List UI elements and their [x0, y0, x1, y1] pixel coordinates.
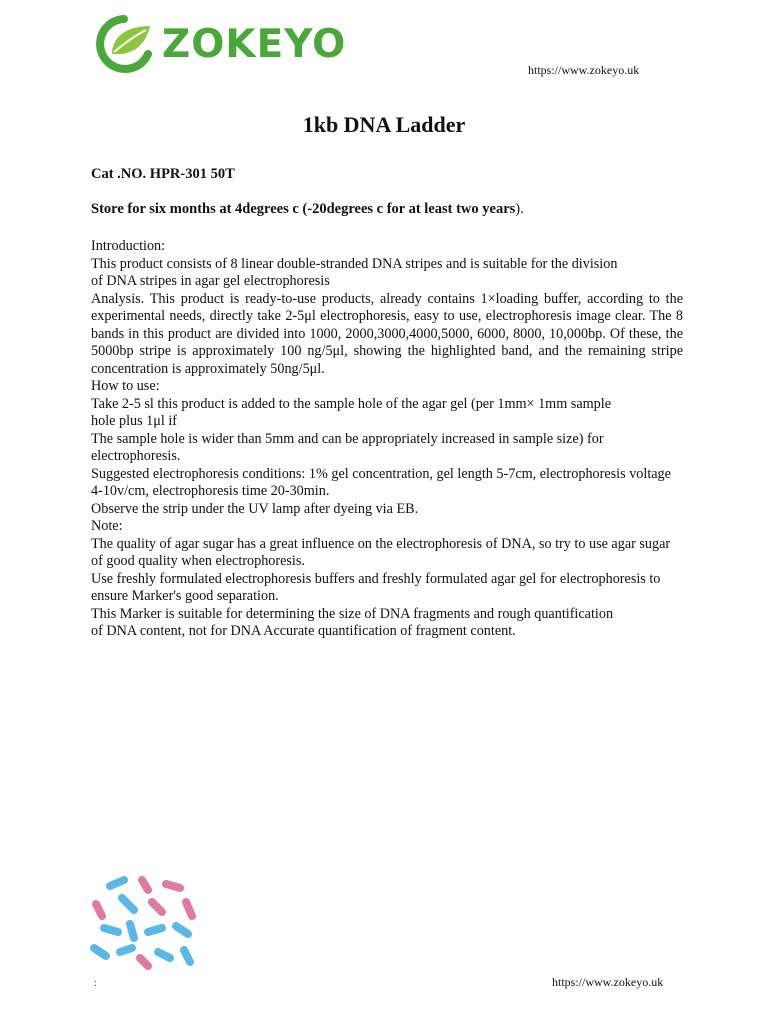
bacteria-icon	[86, 876, 202, 976]
footer-mark: :	[94, 978, 100, 989]
body-text	[91, 238, 683, 641]
conditions-paragraph: Suggested electrophoresis conditions: 1% gel concentration, gel length 5-7cm, electrophoresis voltage 4-10v/cm, electrophoresis time 20-30min.	[91, 465, 671, 499]
note-paragraph-2: Use freshly formulated electrophoresis buffers and freshly formulated agar gel for electrophoresis to ensure Marker's good separation.	[91, 570, 661, 604]
storage-note-tail: ).	[515, 201, 524, 217]
leaf-logo-icon	[90, 14, 156, 74]
analysis-paragraph: Analysis. This product is ready-to-use products, already contains 1×loading buffer, according to the experimental needs, directly take 2-5μl electrophoresis, easy to use, electrophoresis image clear. The 8 bands in this product are divided into 1000, 2000,3000,4000,5000, 6000, 8000, 10,000bp. Of these, the 5000bp stripe is approximately 100 ng/5μl, showing the highlighted band, and the remaining stripe concentration is approximately 50ng/5μl.	[91, 290, 683, 377]
header-url[interactable]: https://www.zokeyo.uk	[528, 63, 640, 77]
intro-heading: Introduction:	[91, 238, 166, 254]
footer-url[interactable]: https://www.zokeyo.uk	[552, 975, 664, 989]
brand-logo	[90, 14, 346, 74]
catalog-number: Cat .NO. HPR-301 50T	[91, 166, 235, 182]
intro-line-1: This product consists of 8 linear double-stranded DNA stripes and is suitable for the division	[91, 255, 618, 272]
usage-line-2: hole plus 1μl if	[91, 413, 178, 429]
note-line-3: This Marker is suitable for determining the size of DNA fragments and rough quantification	[91, 605, 614, 622]
note-heading: Note:	[91, 518, 123, 534]
storage-note	[91, 201, 524, 218]
observe-line: Observe the strip under the UV lamp after dyeing via EB.	[91, 500, 419, 517]
brand-name: ZOKEYO	[162, 21, 347, 67]
bacteria-illustration	[86, 876, 202, 981]
usage-line-1: Take 2-5 sl this product is added to the sample hole of the agar gel (per 1mm× 1mm sample	[91, 395, 611, 412]
usage-line-3: The sample hole is wider than 5mm and can be appropriately increased in sample size) for electrophoresis.	[91, 430, 604, 464]
storage-note-bold: Store for six months at 4degrees c (-20degrees c for at least two years	[91, 201, 516, 217]
intro-line-2: of DNA stripes in agar gel electrophoresis	[91, 273, 330, 289]
note-line-4: of DNA content, not for DNA Accurate quantification of fragment content.	[91, 623, 516, 639]
document-title: 1kb DNA Ladder	[302, 112, 466, 137]
note-paragraph-1: The quality of agar sugar has a great influence on the electrophoresis of DNA, so try to use agar sugar of good quality when electrophoresis.	[91, 535, 671, 569]
usage-heading: How to use:	[91, 378, 160, 394]
